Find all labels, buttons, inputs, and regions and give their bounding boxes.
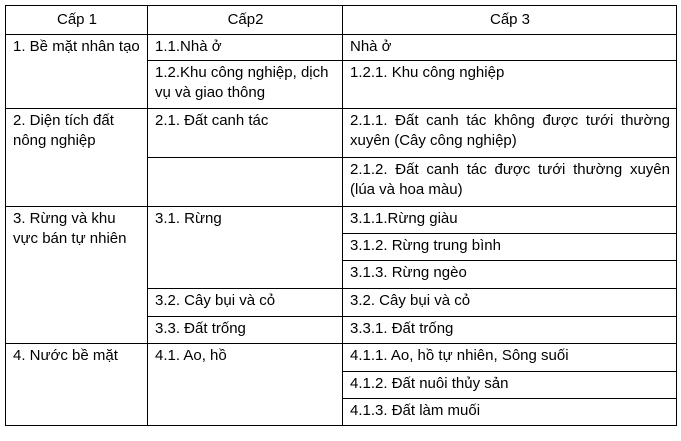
- level2-cell-ponds-lakes: 4.1. Ao, hồ: [148, 344, 343, 426]
- level3-cell-rich-forest: 3.1.1.Rừng giàu: [343, 207, 677, 234]
- level2-cell-forest: 3.1. Rừng: [148, 207, 343, 289]
- header-level-3: Cấp 3: [343, 6, 677, 35]
- level3-cell-poor-forest: 3.1.3. Rừng ngèo: [343, 261, 677, 289]
- header-level-2: Cấp2: [148, 6, 343, 35]
- level3-cell-shrub: 3.2. Cây bụi và cỏ: [343, 289, 677, 317]
- land-cover-classification-table: [5, 5, 677, 426]
- level1-cell-agricultural: 2. Diện tích đất nông nghiệp: [6, 109, 148, 207]
- header-row: [6, 6, 677, 35]
- level3-cell-non-irrigated: 2.1.1. Đất canh tác không được tưới thường xuyên (Cây công nghiệp): [343, 109, 677, 158]
- level3-cell-salt-making: 4.1.3. Đất làm muối: [343, 399, 677, 426]
- level2-cell-empty: [148, 158, 343, 207]
- table-row: [6, 35, 677, 61]
- level3-cell-irrigated: 2.1.2. Đất canh tác được tưới thường xuyên (lúa và hoa màu): [343, 158, 677, 207]
- level2-cell-industrial: 1.2.Khu công nghiệp, dịch vụ và giao thông: [148, 61, 343, 109]
- table-row: [6, 109, 677, 158]
- level2-cell-shrub: 3.2. Cây bụi và cỏ: [148, 289, 343, 317]
- level3-cell-industrial: 1.2.1. Khu công nghiệp: [343, 61, 677, 109]
- level3-cell-bare-land: 3.3.1. Đất trống: [343, 317, 677, 344]
- level3-cell-aquaculture: 4.1.2. Đất nuôi thủy sản: [343, 372, 677, 399]
- level2-cell-cultivated: 2.1. Đất canh tác: [148, 109, 343, 158]
- level3-cell-medium-forest: 3.1.2. Rừng trung bình: [343, 234, 677, 261]
- level3-cell-housing: Nhà ở: [343, 35, 677, 61]
- level1-cell-artificial-surface: 1. Bề mặt nhân tạo: [6, 35, 148, 109]
- classification-table-container: [5, 5, 677, 426]
- level2-cell-bare-land: 3.3. Đất trống: [148, 317, 343, 344]
- table-row: [6, 344, 677, 372]
- level1-cell-forest: 3. Rừng và khu vực bán tự nhiên: [6, 207, 148, 344]
- table-row: [6, 207, 677, 234]
- header-level-1: Cấp 1: [6, 6, 148, 35]
- level3-cell-natural-water: 4.1.1. Ao, hồ tự nhiên, Sông suối: [343, 344, 677, 372]
- level2-cell-housing: 1.1.Nhà ở: [148, 35, 343, 61]
- level1-cell-surface-water: 4. Nước bề mặt: [6, 344, 148, 426]
